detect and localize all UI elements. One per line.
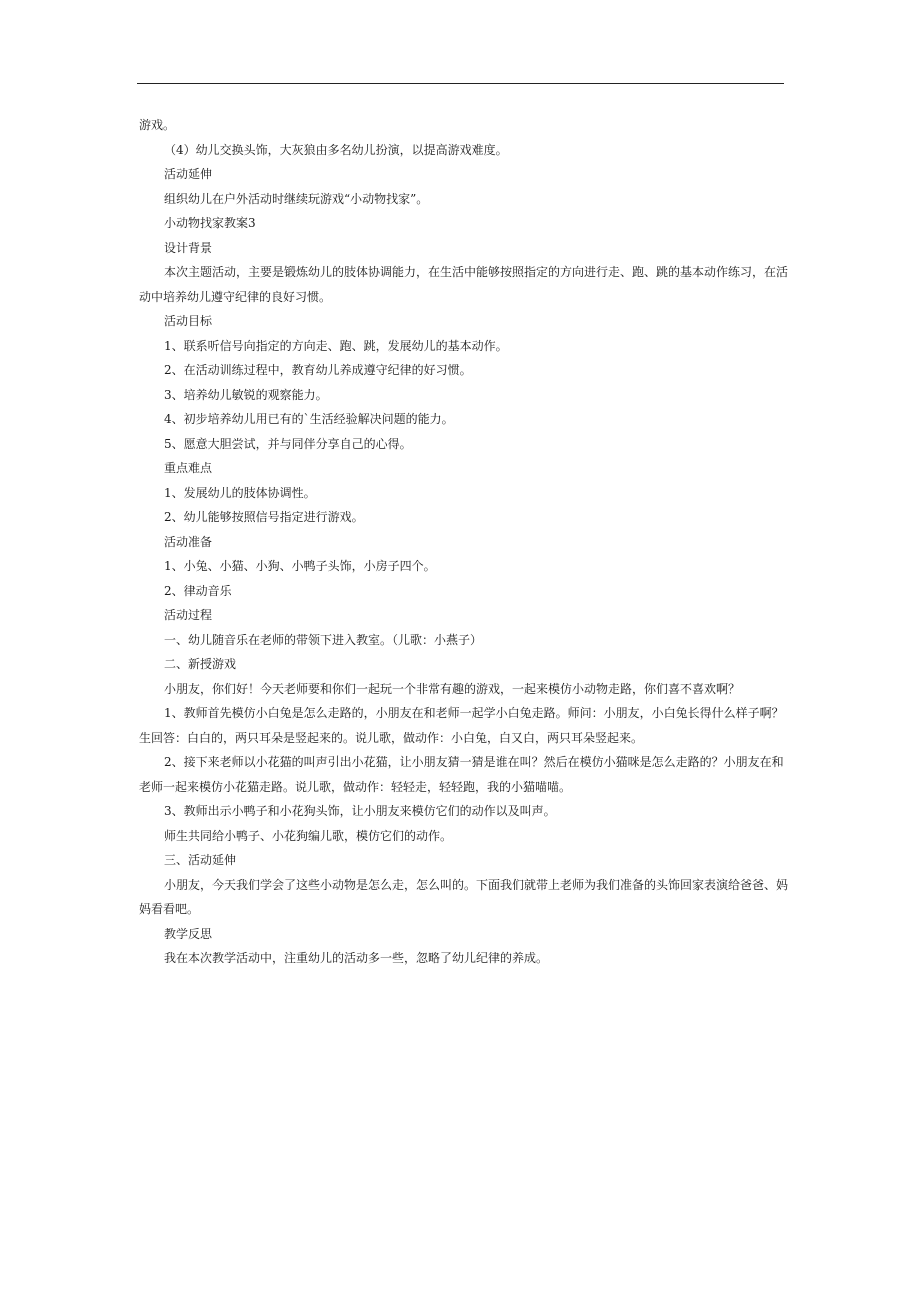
paragraph: 三、活动延伸 bbox=[164, 853, 237, 867]
paragraph: 1、教师首先模仿小白兔是怎么走路的，小朋友在和老师一起学小白兔走路。师问：小朋友，小白兔长得什么样子啊？生回答：白白的，两只耳朵是竖起来的。说儿歌，做动作：小白兔，白又白，两只耳朵竖起来。 bbox=[139, 706, 784, 745]
paragraph: 二、新授游戏 bbox=[164, 657, 237, 671]
paragraph: 设计背景 bbox=[164, 240, 213, 255]
paragraph: 小动物找家教案3 bbox=[164, 216, 256, 230]
header-rule bbox=[137, 83, 784, 84]
paragraph: 小朋友，今天我们学会了这些小动物是怎么走，怎么叫的。下面我们就带上老师为我们准备的头饰回家表演给爸爸、妈妈看看吧。 bbox=[139, 877, 789, 916]
paragraph: 活动延伸 bbox=[164, 167, 213, 181]
paragraph: 游戏。 bbox=[139, 118, 176, 132]
paragraph: 教学反思 bbox=[164, 926, 213, 941]
paragraph: 小朋友，你们好！今天老师要和你们一起玩一个非常有趣的游戏，一起来模仿小动物走路，你们喜不喜欢啊？ bbox=[164, 681, 741, 696]
paragraph: （4）幼儿交换头饰，大灰狼由多名幼儿扮演，以提高游戏难度。 bbox=[164, 142, 508, 157]
paragraph: 2、在活动训练过程中，教育幼儿养成遵守纪律的好习惯。 bbox=[164, 363, 472, 377]
paragraph: 我在本次教学活动中，注重幼儿的活动多一些，忽略了幼儿纪律的养成。 bbox=[164, 951, 549, 965]
paragraph: 活动过程 bbox=[164, 608, 213, 622]
paragraph: 重点难点 bbox=[164, 461, 213, 475]
paragraph: 1、小兔、小猫、小狗、小鸭子头饰，小房子四个。 bbox=[164, 559, 436, 573]
paragraph: 2、接下来老师以小花猫的叫声引出小花猫，让小朋友猜一猜是谁在叫？然后在模仿小猫咪是怎么走路的？小朋友在和老师一起来模仿小花猫走路。说儿歌，做动作：轻轻走，轻轻跑，我的小猫喵喵。 bbox=[139, 755, 784, 794]
paragraph: 组织幼儿在户外活动时继续玩游戏“小动物找家”。 bbox=[164, 191, 429, 206]
paragraph: 活动目标 bbox=[164, 314, 213, 328]
paragraph: 活动准备 bbox=[164, 534, 213, 549]
paragraph: 2、幼儿能够按照信号指定进行游戏。 bbox=[164, 510, 364, 524]
paragraph: 4、初步培养幼儿用已有的`生活经验解决问题的能力。 bbox=[164, 412, 454, 426]
paragraph: 一、幼儿随音乐在老师的带领下进入教室。（儿歌：小燕子） bbox=[164, 632, 483, 647]
paragraph: 1、发展幼儿的肢体协调性。 bbox=[164, 485, 316, 500]
paragraph: 5、愿意大胆尝试，并与同伴分享自己的心得。 bbox=[164, 436, 412, 451]
paragraph: 2、律动音乐 bbox=[164, 583, 232, 598]
paragraph: 本次主题活动，主要是锻炼幼儿的肢体协调能力，在生活中能够按照指定的方向进行走、跑、跳的基本动作练习，在活动中培养幼儿遵守纪律的良好习惯。 bbox=[139, 265, 789, 304]
paragraph: 1、联系听信号向指定的方向走、跑、跳，发展幼儿的基本动作。 bbox=[164, 338, 508, 353]
paragraph: 3、教师出示小鸭子和小花狗头饰，让小朋友来模仿它们的动作以及叫声。 bbox=[164, 804, 556, 818]
document-body bbox=[139, 113, 789, 971]
paragraph: 师生共同给小鸭子、小花狗编儿歌，模仿它们的动作。 bbox=[164, 828, 453, 843]
paragraph: 3、培养幼儿敏锐的观察能力。 bbox=[164, 387, 328, 402]
